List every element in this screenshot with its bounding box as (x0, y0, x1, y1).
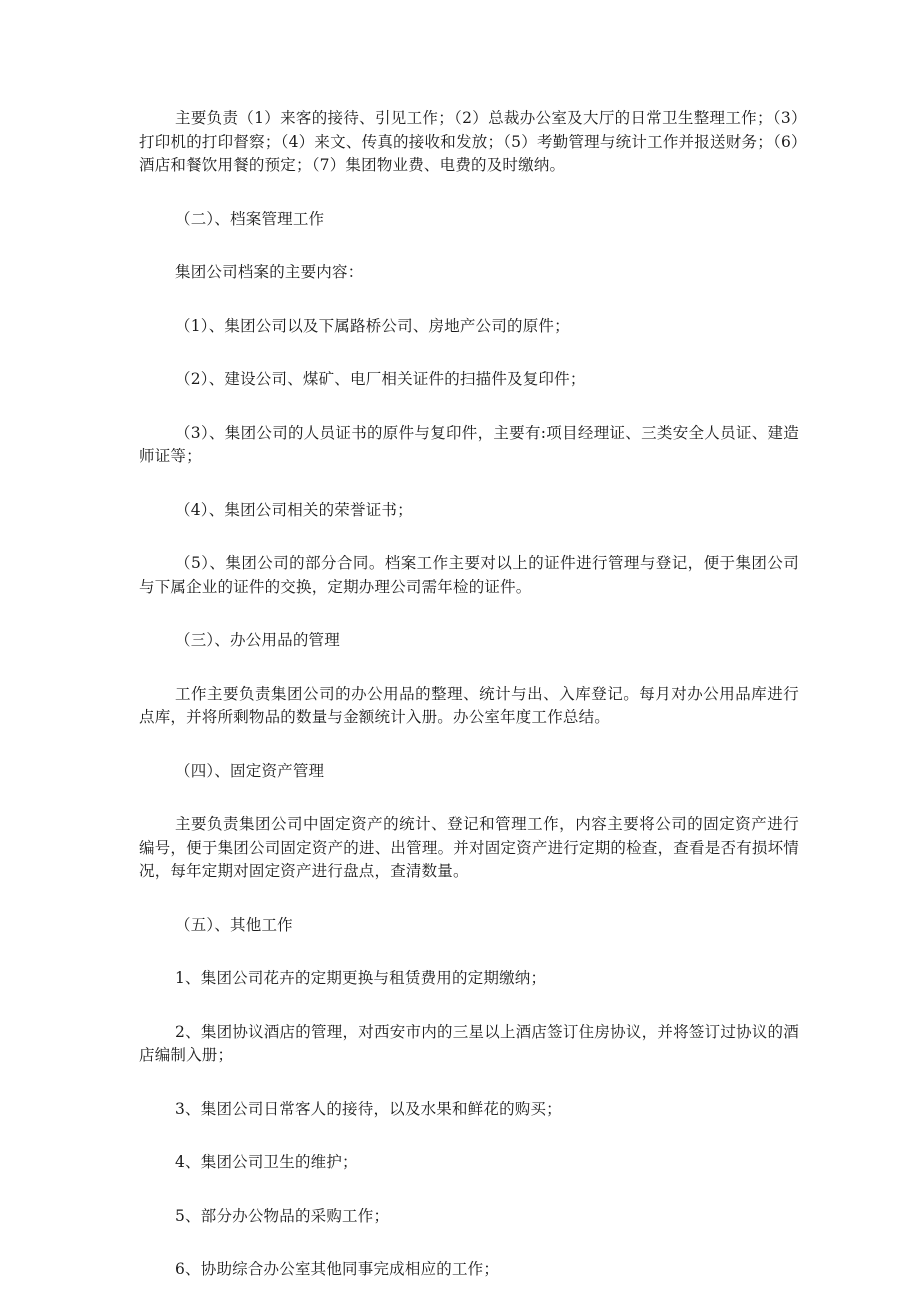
list-item-other-6: 6、协助综合办公室其他同事完成相应的工作； (175, 1260, 500, 1278)
paragraph-fixed-assets: 主要负责集团公司中固定资产的统计、登记和管理工作，内容主要将公司的固定资产进行编号，便于集团公司固定资产的进、出管理。并对固定资产进行定期的检查，查看是否有损坏情况，每年定期对固定资产进行盘点，查清数量。 (139, 815, 799, 880)
list-item-archives-4: （4）、集团公司相关的荣誉证书； (175, 500, 413, 519)
section-heading-other-work: （五）、其他工作 (175, 915, 293, 934)
list-item-other-1: 1、集团公司花卉的定期更换与租赁费用的定期缴纳； (175, 969, 547, 987)
list-item-archives-2: （2）、建设公司、煤矿、电厂相关证件的扫描件及复印件； (175, 370, 586, 388)
list-item-archives-5: （5）、集团公司的部分合同。档案工作主要对以上的证件进行管理与登记，便于集团公司与下属企业的证件的交换，定期办理公司需年检的证件。 (139, 554, 799, 596)
list-item-other-4: 4、集团公司卫生的维护； (175, 1153, 358, 1171)
section-heading-office-supplies: （三）、办公用品的管理 (175, 631, 340, 649)
list-item-archives-3: （3）、集团公司的人员证书的原件与复印件，主要有:项目经理证、三类安全人员证、建造师证等； (139, 423, 799, 465)
list-item-archives-1: （1）、集团公司以及下属路桥公司、房地产公司的原件； (175, 316, 570, 335)
document-body (139, 107, 799, 1312)
section-heading-archives: （二）、档案管理工作 (175, 209, 325, 228)
list-item-other-5: 5、部分办公物品的采购工作； (175, 1206, 390, 1225)
list-item-other-3: 3、集团公司日常客人的接待，以及水果和鲜花的购买； (175, 1099, 562, 1118)
section-heading-fixed-assets: （四）、固定资产管理 (175, 761, 325, 780)
paragraph-duties-intro: 主要负责（1）来客的接待、引见工作；（2）总裁办公室及大厅的日常卫生整理工作；（3）打印机的打印督察；（4）来文、传真的接收和发放；（5）考勤管理与统计工作并报送财务；（6）酒店和餐饮用餐的预定；（7）集团物业费、电费的及时缴纳。 (139, 109, 799, 174)
list-item-other-2: 2、集团协议酒店的管理，对西安市内的三星以上酒店签订住房协议，并将签订过协议的酒店编制入册； (139, 1022, 799, 1064)
paragraph-office-supplies: 工作主要负责集团公司的办公用品的整理、统计与出、入库登记。每月对办公用品库进行点库，并将所剩物品的数量与金额统计入册。办公室年度工作总结。 (139, 684, 799, 726)
paragraph-archives-intro: 集团公司档案的主要内容： (175, 263, 364, 281)
